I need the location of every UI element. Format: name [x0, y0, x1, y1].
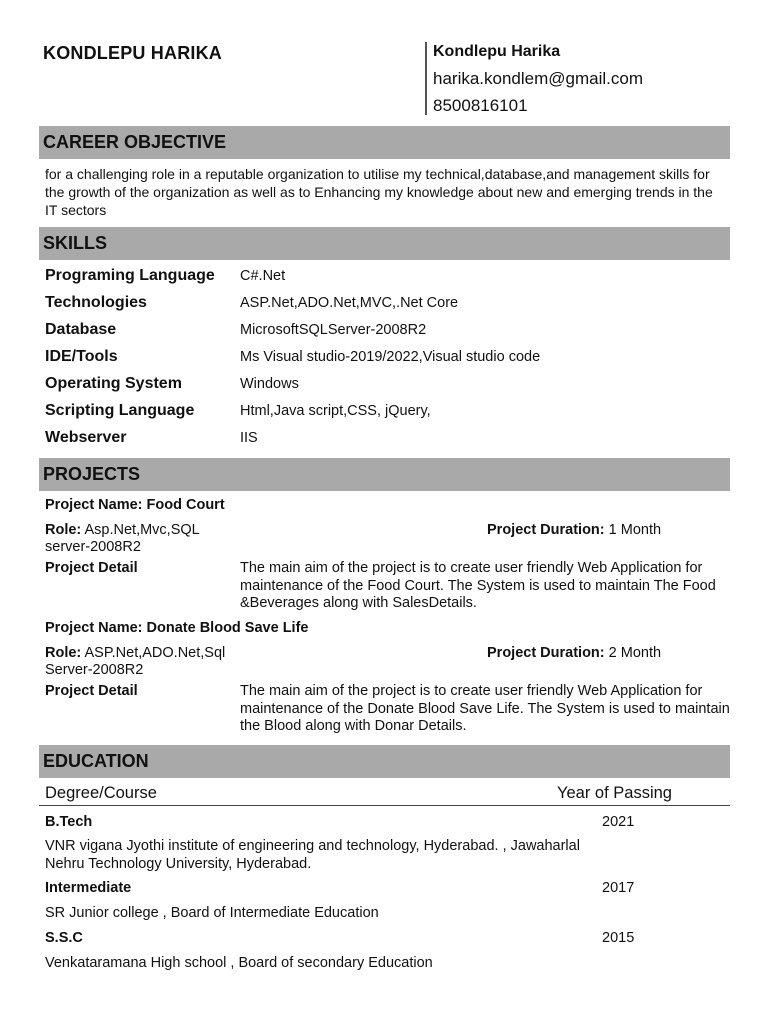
education-institution: VNR vigana Jyothi institute of engineering and technology, Hyderabad. , Jawaharlal Nehru Technology University, Hyderabad. [45, 838, 580, 872]
career-objective-text: for a challenging role in a reputable organization to utilise my technical,database,and management skills for the growth of the organization as well as to Enhancing my knowledge about new and emerging trends in the IT sectors [45, 166, 713, 218]
project-detail-label: Project Detail [45, 560, 138, 576]
skill-value: Html,Java script,CSS, jQuery, [240, 403, 431, 419]
header-divider [425, 42, 427, 115]
role-value: Asp.Net,Mvc,SQL server-2008R2 [45, 522, 200, 555]
duration-label: Project Duration: [487, 522, 605, 538]
education-col-year: Year of Passing [557, 784, 672, 802]
contact-phone: 8500816101 [433, 96, 528, 115]
contact-email: harika.kondlem@gmail.com [433, 69, 644, 88]
project-duration [487, 522, 661, 538]
section-title: CAREER OBJECTIVE [43, 132, 227, 152]
skill-value: Ms Visual studio-2019/2022,Visual studio code [240, 349, 541, 365]
projects-section [39, 458, 730, 491]
education-col-degree: Degree/Course [45, 784, 157, 802]
education-year: 2015 [602, 930, 635, 946]
project-detail: The main aim of the project is to create user friendly Web Application for maintenance of the Food Court. The System is used to maintain The Food &Beverages along with SalesDetails. [240, 560, 716, 611]
education-section [39, 745, 730, 778]
career-objective-section [39, 126, 730, 159]
skill-label: Operating System [45, 375, 182, 392]
education-degree: Intermediate [45, 880, 132, 896]
education-year: 2021 [602, 814, 635, 830]
skills-section [39, 227, 730, 260]
project-role [45, 522, 245, 556]
project-duration [487, 645, 661, 661]
section-title: SKILLS [43, 233, 108, 253]
skill-label: Webserver [45, 429, 127, 446]
section-title: PROJECTS [43, 464, 141, 484]
project-name: Project Name: Donate Blood Save Life [45, 620, 309, 636]
skill-label: Programing Language [45, 267, 215, 284]
duration-value: 2 Month [608, 645, 662, 661]
education-institution: SR Junior college , Board of Intermediate Education [45, 905, 379, 921]
section-title: EDUCATION [43, 751, 149, 771]
duration-value: 1 Month [608, 522, 662, 538]
skill-label: Scripting Language [45, 402, 195, 419]
skill-value: MicrosoftSQLServer-2008R2 [240, 322, 427, 338]
project-detail-label: Project Detail [45, 683, 138, 699]
contact-name: Kondlepu Harika [433, 43, 561, 60]
project-detail: The main aim of the project is to create user friendly Web Application for maintenance of the Donate Blood Save Life. The System is used to maintain the Blood along with Donar Details. [240, 683, 730, 734]
education-degree: S.S.C [45, 930, 83, 946]
project-role [45, 645, 245, 679]
role-value: ASP.Net,ADO.Net,Sql Server-2008R2 [45, 645, 226, 678]
education-year: 2017 [602, 880, 635, 896]
education-degree: B.Tech [45, 814, 93, 830]
role-label: Role: [45, 522, 82, 538]
skill-value: IIS [240, 430, 258, 446]
skill-value: Windows [240, 376, 299, 392]
education-institution: Venkataramana High school , Board of secondary Education [45, 955, 433, 971]
skill-label: Database [45, 321, 117, 338]
skill-label: IDE/Tools [45, 348, 118, 365]
project-name: Project Name: Food Court [45, 497, 225, 513]
skill-label: Technologies [45, 294, 147, 311]
education-header-rule [39, 805, 730, 806]
role-label: Role: [45, 645, 82, 661]
candidate-name: KONDLEPU HARIKA [43, 43, 223, 63]
skill-value: ASP.Net,ADO.Net,MVC,.Net Core [240, 295, 459, 311]
skill-value: C#.Net [240, 268, 286, 284]
duration-label: Project Duration: [487, 645, 605, 661]
